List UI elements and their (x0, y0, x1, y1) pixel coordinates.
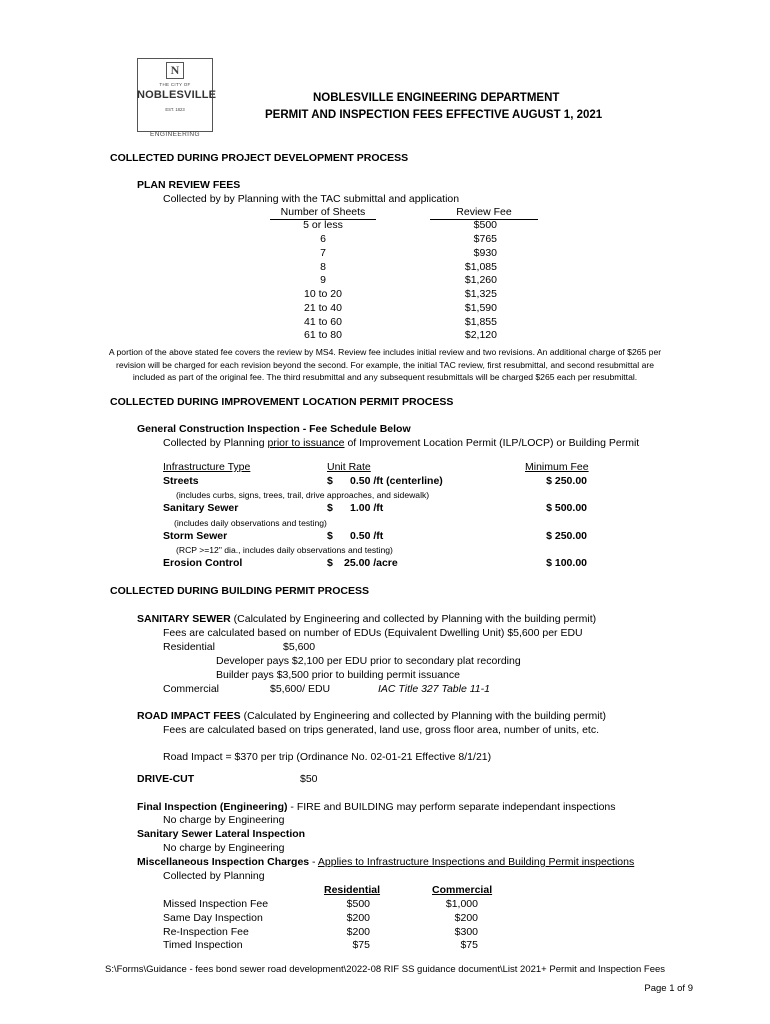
table-row-min: $ 500.00 (546, 502, 587, 514)
table-row-com: $300 (454, 926, 478, 938)
drive-cut-value: $50 (300, 773, 318, 785)
gci-note-b: prior to issuance (267, 437, 345, 449)
col-minimum-fee: Minimum Fee (525, 461, 589, 473)
road-impact-label: ROAD IMPACT FEES (137, 710, 241, 722)
table-row-currency: $ (327, 557, 333, 569)
document-subtitle: PERMIT AND INSPECTION FEES EFFECTIVE AUGUST 1, 2021 (265, 109, 603, 121)
iac-reference: IAC Title 327 Table 11-1 (378, 683, 490, 695)
developer-line: Developer pays $2,100 per EDU prior to secondary plat recording (216, 655, 521, 667)
table-row-currency: $ (327, 530, 333, 542)
gci-note-a: Collected by Planning (163, 437, 268, 449)
commercial-label: Commercial (163, 683, 220, 695)
document-title: NOBLESVILLE ENGINEERING DEPARTMENT (313, 92, 560, 104)
table-row-rate: 1.00 /ft (350, 502, 384, 514)
gci-heading: General Construction Inspection - Fee Schedule Below (137, 423, 411, 435)
lateral-inspection-label: Sanitary Sewer Lateral Inspection (137, 828, 306, 840)
table-row-sheets: 6 (320, 233, 326, 245)
logo-line1: THE CITY OF (159, 82, 191, 87)
plan-review-paragraph: A portion of the above stated fee covers the review by MS4. Review fee includes initial review and two revisions. An additional charge of $265 per revision will be charged for each revision beyond the second. For example, the initial TAC review, first resubmittal, and second resubmittal are included as part of the original fee. The third resubmittal and any subsequent resubmittals will be charged $265 each per resubmittal. (108, 347, 662, 382)
road-impact-rate: Road Impact = $370 per trip (Ordinance No. 02-01-21 Effective 8/1/21) (163, 751, 492, 763)
table-row-fee: $2,120 (464, 329, 497, 341)
table-row-min: $ 100.00 (546, 557, 587, 569)
final-inspection-note: No charge by Engineering (163, 814, 285, 826)
road-impact-line (137, 710, 606, 722)
table-row-name: Timed Inspection (163, 939, 243, 951)
col-commercial: Commercial (432, 884, 493, 896)
logo-line2: NOBLESVILLE (137, 89, 217, 101)
table-row-fee: $1,590 (464, 302, 497, 314)
col-infrastructure-type: Infrastructure Type (163, 461, 251, 473)
table-row-res: $75 (352, 939, 370, 951)
table-row-sheets: 7 (320, 247, 326, 259)
table-row-rate: 25.00 /acre (344, 557, 398, 569)
table-row-fee: $1,325 (464, 288, 497, 300)
table-row-type: Erosion Control (163, 557, 243, 569)
table-row-res: $500 (346, 898, 370, 910)
drive-cut-label: DRIVE-CUT (137, 773, 195, 785)
builder-line: Builder pays $3,500 prior to building permit issuance (216, 669, 460, 681)
table-row-sheets: 61 to 80 (304, 329, 342, 341)
table-row-fee: $1,855 (464, 316, 497, 328)
sanitary-sewer-label: SANITARY SEWER (137, 613, 231, 625)
table-row-sheets: 41 to 60 (304, 316, 342, 328)
table-row-fee: $1,085 (464, 261, 497, 273)
col-unit-rate: Unit Rate (327, 461, 371, 473)
footer-file-path: S:\Forms\Guidance - fees bond sewer road development\2022-08 RIF SS guidance document\List 2021+ Permit and Inspection Fees (104, 964, 666, 975)
city-logo (137, 58, 217, 140)
table-row-res: $200 (346, 912, 370, 924)
table-row-sheets: 5 or less (303, 219, 343, 231)
road-impact-basis: Fees are calculated based on trips generated, land use, gross floor area, number of units, etc. (163, 724, 600, 736)
table-row-type: Streets (163, 475, 199, 487)
table-row-note: (includes curbs, signs, trees, trail, drive approaches, and sidewalk) (176, 490, 430, 500)
sanitary-sewer-desc: (Calculated by Engineering and collected by Planning with the building permit) (230, 613, 597, 625)
table-row-currency: $ (327, 475, 333, 487)
table-row-note: (RCP >=12" dia., includes daily observations and testing) (176, 545, 393, 555)
table-row-min: $ 250.00 (546, 530, 587, 542)
table-row-type: Sanitary Sewer (163, 502, 239, 514)
misc-inspection-label: Miscellaneous Inspection Charges (137, 856, 310, 868)
final-inspection-desc: - FIRE and BUILDING may perform separate independant inspections (287, 801, 616, 813)
logo-line4: ENGINEERING (150, 131, 200, 138)
table-row-rate: 0.50 /ft (centerline) (350, 475, 443, 487)
table-row-com: $200 (454, 912, 478, 924)
commercial-value: $5,600/ EDU (270, 683, 331, 695)
misc-inspection-note: Collected by Planning (163, 870, 265, 882)
table-row-name: Re-Inspection Fee (163, 926, 249, 938)
table-row-com: $1,000 (445, 898, 478, 910)
table-row-res: $200 (346, 926, 370, 938)
table-row-currency: $ (327, 502, 333, 514)
table-row-rate: 0.50 /ft (350, 530, 384, 542)
sanitary-sewer-edu-line: Fees are calculated based on number of EDUs (Equivalent Dwelling Unit) $5,600 per EDU (163, 627, 583, 639)
final-inspection-label: Final Inspection (Engineering) (137, 801, 288, 813)
table-row-sheets: 21 to 40 (304, 302, 342, 314)
gci-note (163, 437, 639, 449)
residential-value: $5,600 (283, 641, 316, 653)
final-inspection-line (137, 801, 616, 813)
table-row-note: (includes daily observations and testing) (174, 518, 327, 528)
table-row-name: Same Day Inspection (163, 912, 263, 924)
table-row-fee: $500 (473, 219, 497, 231)
col-residential: Residential (324, 884, 381, 896)
table-row-com: $75 (460, 939, 478, 951)
logo-line3: EST. 1823 (165, 107, 185, 112)
section-project-development-heading: COLLECTED DURING PROJECT DEVELOPMENT PROCESS (110, 152, 409, 164)
sanitary-sewer-line (137, 613, 596, 625)
table-row-sheets: 10 to 20 (304, 288, 342, 300)
misc-inspection-line (137, 856, 634, 868)
road-impact-desc: (Calculated by Engineering and collected by Planning with the building permit) (240, 710, 607, 722)
table-row-type: Storm Sewer (163, 530, 228, 542)
misc-inspection-sep: - (309, 856, 318, 868)
col-number-of-sheets: Number of Sheets (280, 206, 366, 218)
logo-badge: N (166, 62, 184, 79)
plan-review-heading: PLAN REVIEW FEES (137, 179, 241, 191)
table-row-fee: $1,260 (464, 274, 497, 286)
table-row-fee: $930 (473, 247, 497, 259)
table-row-name: Missed Inspection Fee (163, 898, 269, 910)
page-number: Page 1 of 9 (644, 983, 693, 994)
table-row-sheets: 9 (320, 274, 326, 286)
residential-label: Residential (163, 641, 215, 653)
table-row-fee: $765 (473, 233, 497, 245)
plan-review-note: Collected by by Planning with the TAC submittal and application (163, 193, 460, 205)
section-building-permit-heading: COLLECTED DURING BUILDING PERMIT PROCESS (110, 585, 370, 597)
table-row-sheets: 8 (320, 261, 326, 273)
table-row-min: $ 250.00 (546, 475, 587, 487)
col-review-fee: Review Fee (456, 206, 512, 218)
section-ilp-heading: COLLECTED DURING IMPROVEMENT LOCATION PERMIT PROCESS (110, 396, 454, 408)
lateral-inspection-note: No charge by Engineering (163, 842, 285, 854)
gci-note-c: of Improvement Location Permit (ILP/LOCP) or Building Permit (344, 437, 640, 449)
misc-inspection-desc: Applies to Infrastructure Inspections and Building Permit inspections (317, 856, 635, 868)
